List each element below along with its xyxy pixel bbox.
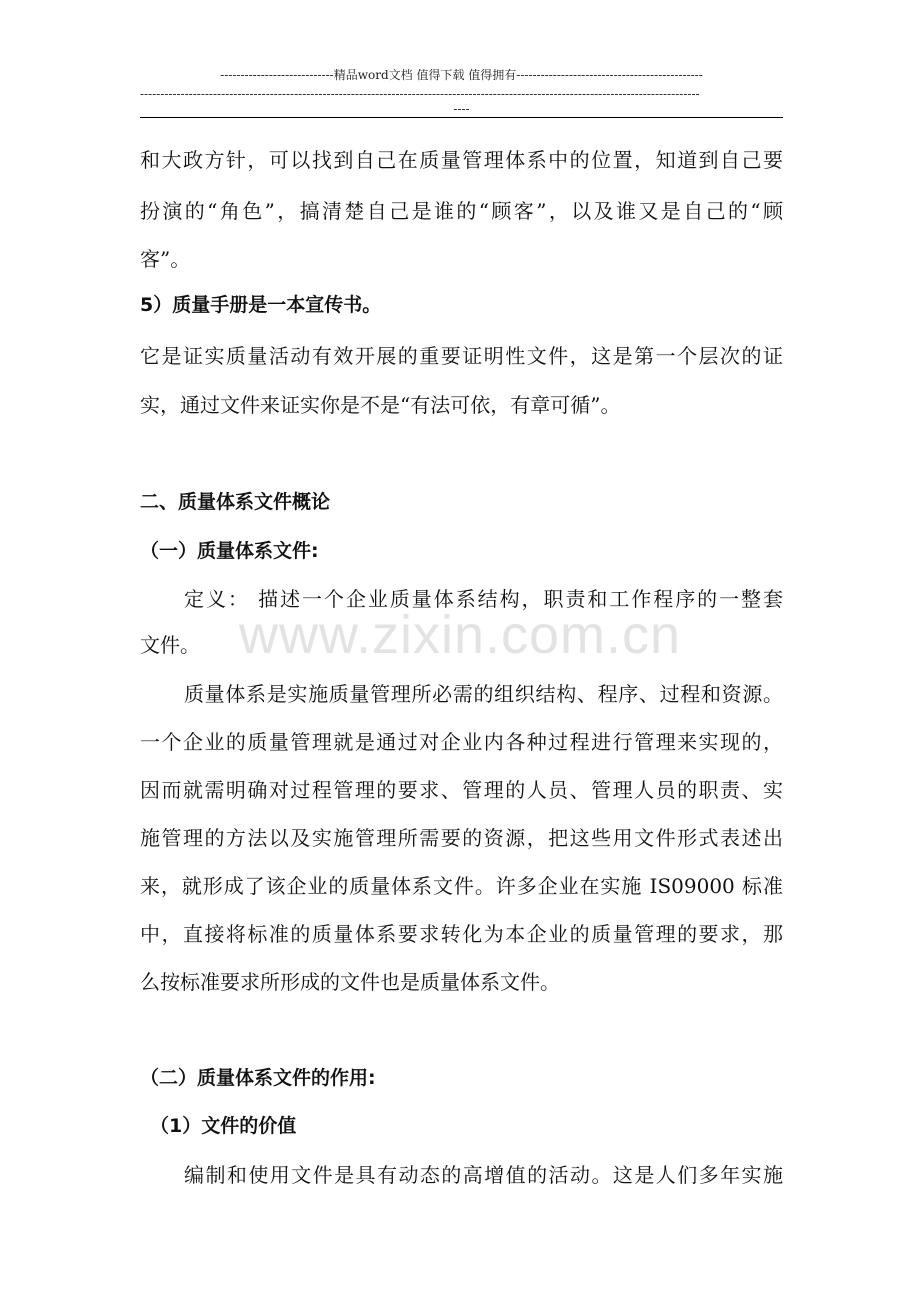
paragraph-line: 么按标准要求所形成的文件也是质量体系文件。 (140, 970, 560, 994)
item-heading: （1）文件的价值 (150, 1115, 297, 1137)
page-header-dashes: ------------------------------------------------------------------------------------------------------------------------------------------ (140, 87, 700, 101)
section-heading: 二、质量体系文件概论 (140, 491, 331, 513)
paragraph-line: 它是证实质量活动有效开展的重要证明性文件，这是第一个层次的证 (140, 344, 783, 368)
paragraph-line: 因而就需明确对过程管理的要求、管理的人员、管理人员的职责、实 (140, 778, 783, 802)
definition-line: 定义： 描述一个企业质量体系结构，职责和工作程序的一整套 (184, 587, 783, 611)
header-rule (140, 117, 783, 118)
paragraph-line: 扮演的“角色”，搞清楚自己是谁的“顾客”，以及谁又是自己的“顾 (140, 199, 783, 223)
subsection-heading: （二）质量体系文件的作用: (140, 1067, 376, 1089)
paragraph-line: 来，就形成了该企业的质量体系文件。许多企业在实施 IS09000 标准 (140, 874, 783, 898)
watermark: www.zixin.com.cn (238, 605, 682, 665)
item-heading: 5）质量手册是一本宣传书。 (140, 294, 382, 316)
paragraph-line: 实，通过文件来证实你是不是“有法可依，有章可循”。 (140, 393, 621, 417)
paragraph-line: 客”。 (140, 247, 191, 271)
subsection-heading: （一）质量体系文件: (140, 540, 319, 562)
page-header-line: ----------------------------精品word文档 值得下载 值得拥有---------------------------------------------- (220, 68, 703, 82)
paragraph-line: 施管理的方法以及实施管理所需要的资源，把这些用文件形式表述出 (140, 826, 783, 850)
paragraph-line: 中，直接将标准的质量体系要求转化为本企业的质量管理的要求，那 (140, 922, 783, 946)
paragraph-line: 一个企业的质量管理就是通过对企业内各种过程进行管理来实现的， (140, 730, 783, 754)
paragraph-line: 编制和使用文件是具有动态的高增值的活动。这是人们多年实施 (184, 1163, 783, 1187)
page-header-dashes-tail: ---- (453, 102, 470, 116)
definition-line: 文件。 (140, 633, 200, 657)
paragraph-line: 和大政方针，可以找到自己在质量管理体系中的位置，知道到自己要 (140, 148, 783, 172)
paragraph-line: 质量体系是实施质量管理所必需的组织结构、程序、过程和资源。 (184, 682, 783, 706)
